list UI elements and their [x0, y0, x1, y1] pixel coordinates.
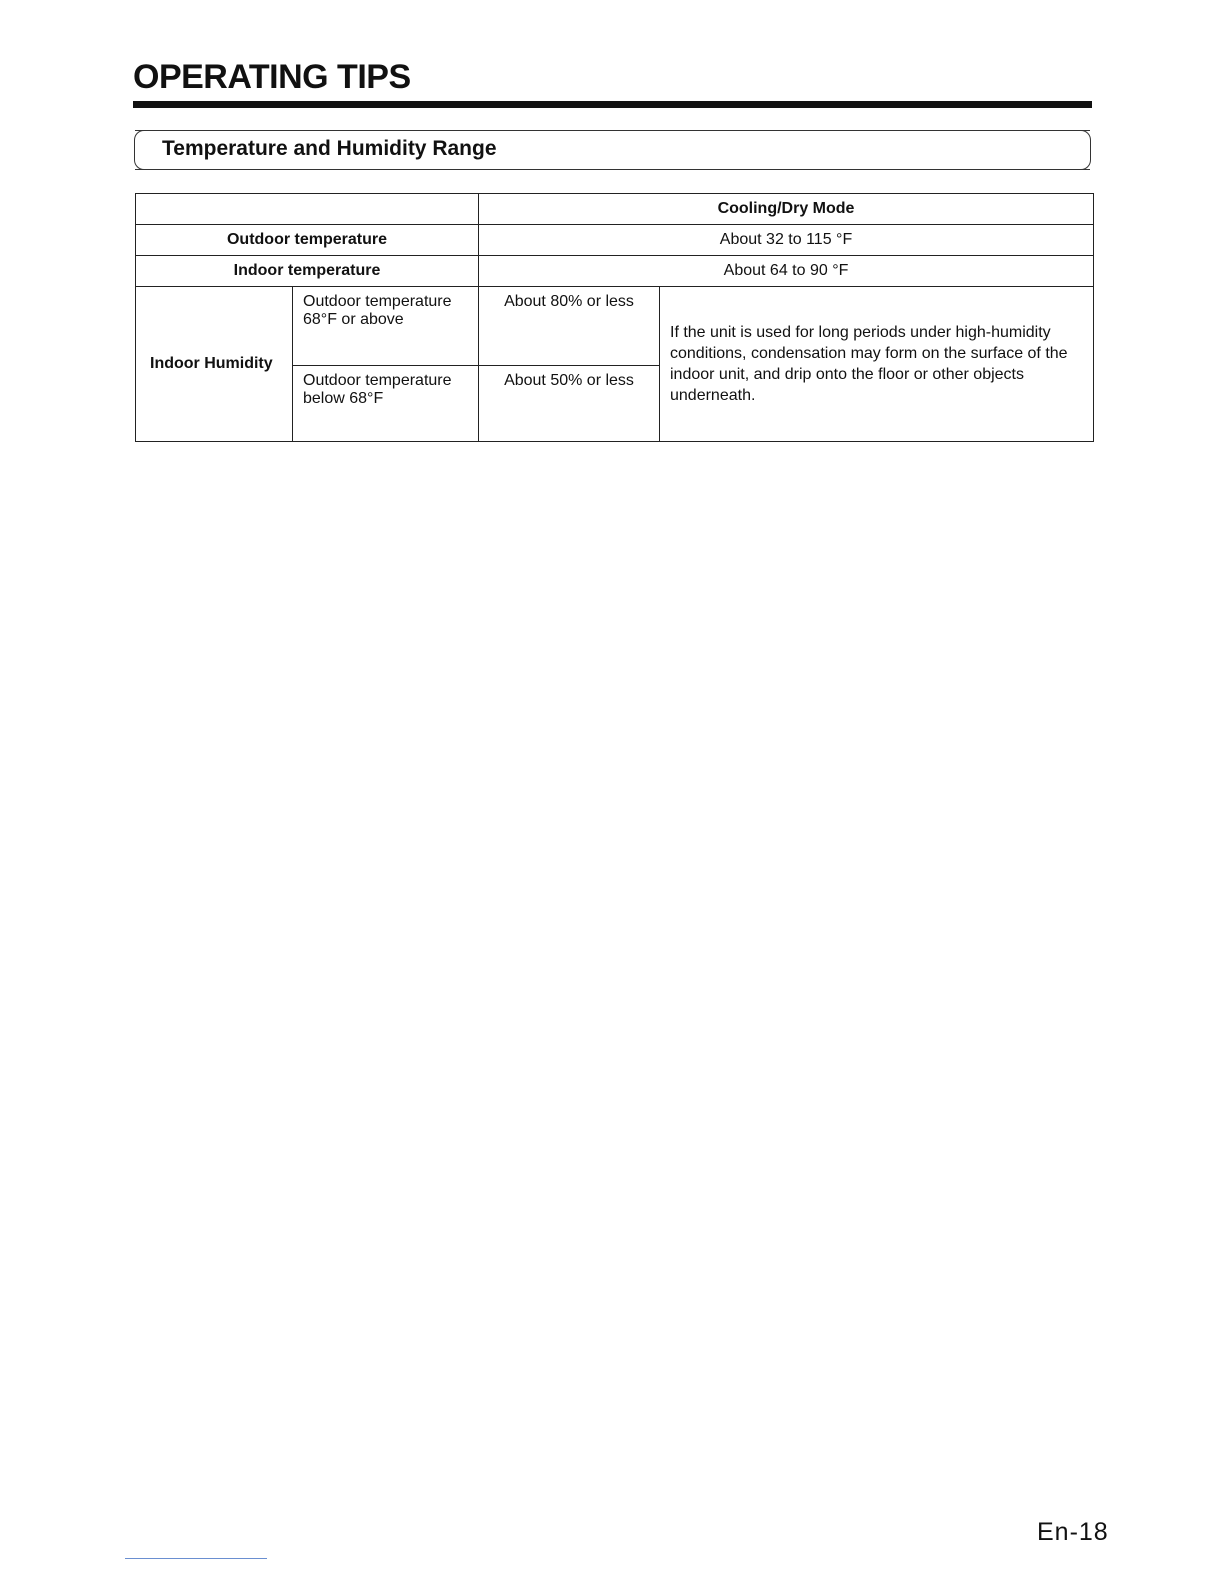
table-row-indoor-temperature: [136, 256, 1094, 287]
table-row-header: [136, 194, 1094, 225]
indoor-temperature-label: Indoor temperature: [136, 256, 479, 287]
temperature-humidity-table: [135, 193, 1094, 442]
table-row-humidity-high: [136, 287, 1094, 366]
condensation-note: If the unit is used for long periods under high-humidity conditions, condensation may form on the surface of the indoor unit, and drip onto the floor or other objects underneath.: [660, 287, 1094, 442]
indoor-humidity-label: Indoor Humidity: [136, 287, 293, 442]
title-rule: [133, 101, 1092, 108]
empty-header-cell: [136, 194, 479, 225]
table-row-outdoor-temperature: [136, 225, 1094, 256]
humidity-condition-cell: Outdoor temperature 68°F or above: [293, 287, 479, 366]
humidity-condition-cell: Outdoor temperature below 68°F: [293, 366, 479, 442]
outdoor-temperature-label: Outdoor temperature: [136, 225, 479, 256]
page-title: OPERATING TIPS: [133, 58, 411, 96]
outdoor-temperature-value: About 32 to 115 °F: [479, 225, 1094, 256]
mode-header: Cooling/Dry Mode: [479, 194, 1094, 225]
section-title: Temperature and Humidity Range: [162, 137, 497, 160]
humidity-value-cell: About 50% or less: [479, 366, 660, 442]
page-number: En-18: [1037, 1518, 1109, 1546]
indoor-temperature-value: About 64 to 90 °F: [479, 256, 1094, 287]
footer-rule: [125, 1558, 267, 1559]
humidity-value-cell: About 80% or less: [479, 287, 660, 366]
